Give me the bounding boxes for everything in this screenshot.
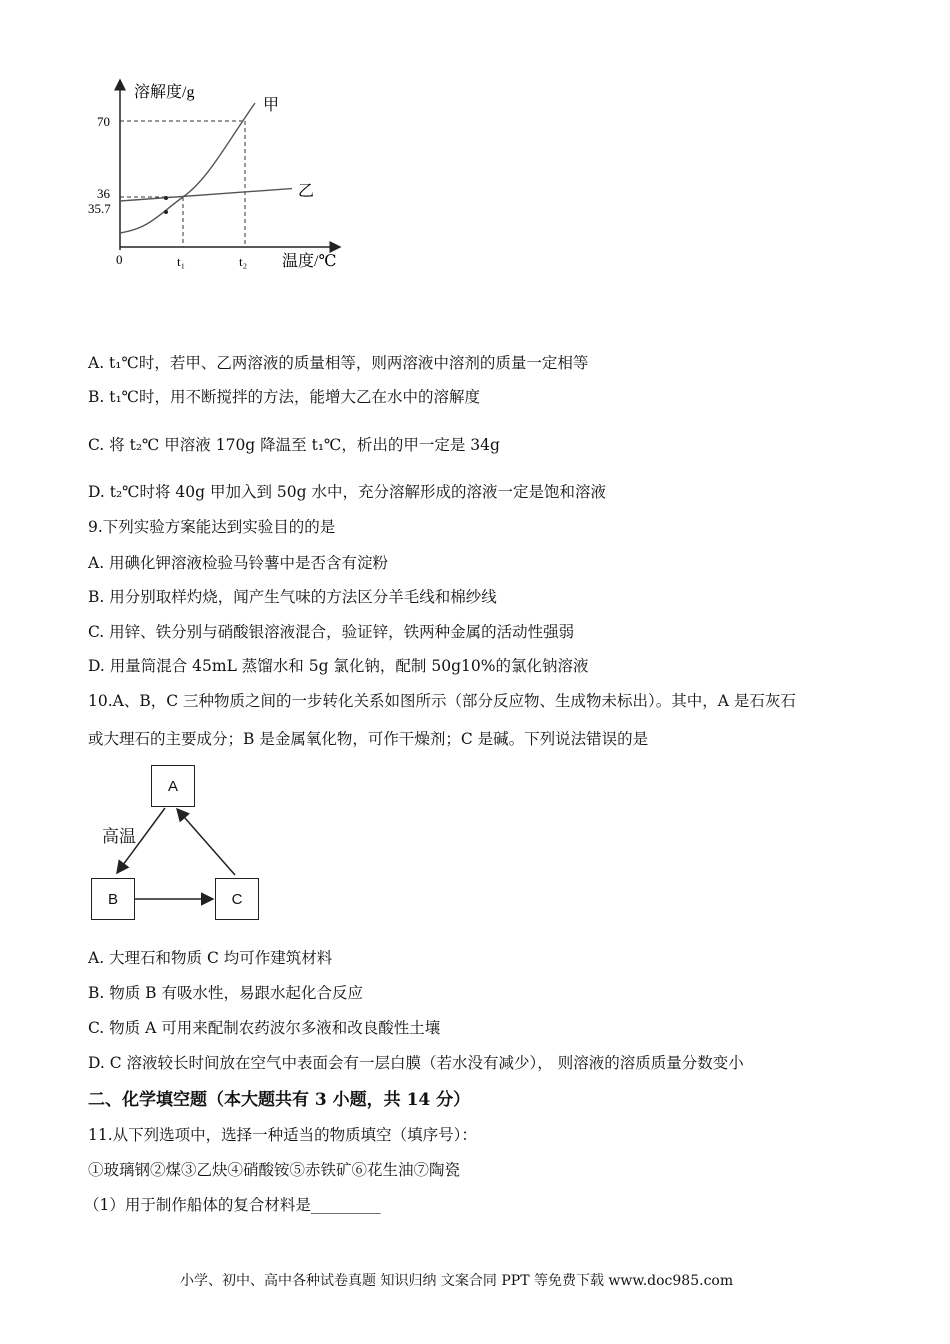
- q9-option-c: C. 用锌、铁分别与硝酸银溶液混合，验证锌，铁两种金属的活动性强弱: [88, 623, 575, 641]
- q8-option-c: C. 将 t₂℃ 甲溶液 170g 降温至 t₁℃，析出的甲一定是 34g: [88, 436, 500, 454]
- y-tick-label: 36: [97, 186, 110, 201]
- x-tick-label: t₂: [239, 254, 248, 269]
- node-c: C: [215, 878, 259, 920]
- q10-stem-line2: 或大理石的主要成分；B 是金属氧化物，可作干燥剂；C 是碱。下列说法错误的是: [88, 730, 649, 748]
- q9-option-d: D. 用量筒混合 45mL 蒸馏水和 5g 氯化钠，配制 50g10%的氯化钠溶液: [88, 657, 589, 675]
- q11-choices: ①玻璃钢②煤③乙炔④硝酸铵⑤赤铁矿⑥花生油⑦陶瓷: [88, 1161, 461, 1179]
- condition-label: 高温: [102, 827, 136, 846]
- q10-option-d: D. C 溶液较长时间放在空气中表面会有一层白膜（若水没有减少）， 则溶液的溶质质量分数变小: [88, 1054, 744, 1072]
- q11-stem: 11.从下列选项中，选择一种适当的物质填空（填序号）：: [88, 1126, 477, 1144]
- x-axis-label: 温度/℃: [282, 253, 337, 270]
- x-tick-label: 0: [116, 252, 123, 267]
- q10-option-b: B. 物质 B 有吸水性，易跟水起化合反应: [88, 984, 363, 1002]
- page-footer: 小学、初中、高中各种试卷真题 知识归纳 文案合同 PPT 等免费下载 www.doc985.com: [180, 1273, 734, 1289]
- series-line-yi: [120, 189, 292, 201]
- data-point: [164, 196, 168, 200]
- y-tick-label: 70: [97, 114, 110, 129]
- y-tick-label: 35.7: [88, 201, 111, 216]
- q8-option-a: A. t₁℃时，若甲、乙两溶液的质量相等，则两溶液中溶剂的质量一定相等: [88, 354, 589, 372]
- arrow-c-to-a: [177, 809, 235, 875]
- section-heading: 二、化学填空题（本大题共有 3 小题，共 14 分）: [88, 1090, 471, 1110]
- series-label-yi: 乙: [298, 183, 315, 200]
- q9-option-b: B. 用分别取样灼烧，闻产生气味的方法区分羊毛线和棉纱线: [88, 588, 497, 606]
- q10-option-a: A. 大理石和物质 C 均可作建筑材料: [88, 949, 333, 967]
- q9-option-a: A. 用碘化钾溶液检验马铃薯中是否含有淀粉: [88, 554, 389, 572]
- q10-stem-line1: 10.A、B，C 三种物质之间的一步转化关系如图所示（部分反应物、生成物未标出）。其中，A 是石灰石: [88, 692, 796, 710]
- q10-option-c: C. 物质 A 可用来配制农药波尔多液和改良酸性土壤: [88, 1019, 441, 1037]
- data-point: [164, 210, 168, 214]
- series-label-jia: 甲: [263, 97, 280, 114]
- y-axis-label: 溶解度/g: [134, 84, 195, 101]
- q8-option-b: B. t₁℃时，用不断搅拌的方法，能增大乙在水中的溶解度: [88, 388, 481, 406]
- q11-part1: （1）用于制作船体的复合材料是_________: [84, 1196, 381, 1214]
- node-b: B: [91, 878, 135, 920]
- q8-option-d: D. t₂℃时将 40g 甲加入到 50g 水中，充分溶解形成的溶液一定是饱和溶液: [88, 483, 607, 501]
- q9-stem: 9.下列实验方案能达到实验目的的是: [88, 518, 336, 536]
- series-line-jia: [120, 103, 255, 233]
- node-a: A: [151, 765, 195, 807]
- x-tick-label: t₁: [177, 254, 186, 269]
- solubility-chart: [0, 0, 400, 290]
- conversion-diagram: [85, 760, 275, 925]
